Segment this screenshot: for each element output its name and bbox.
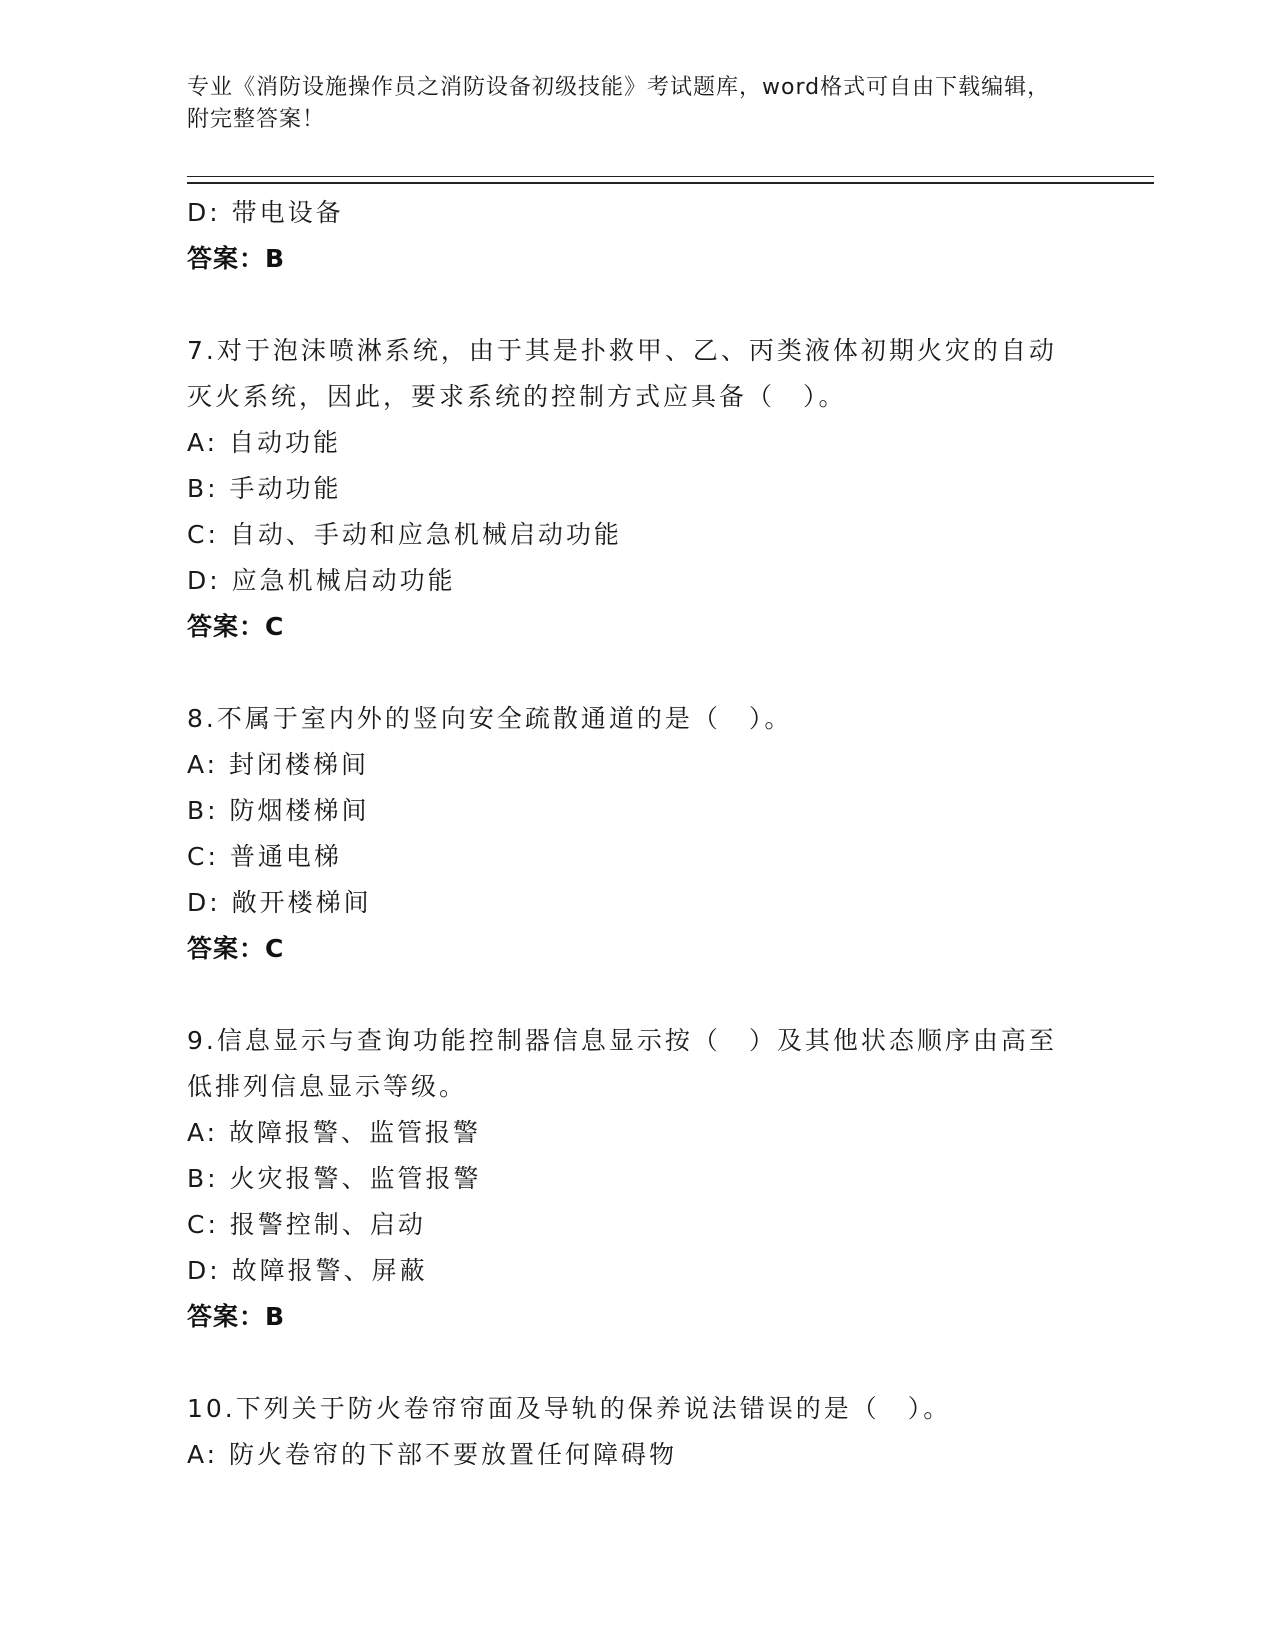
option-b: B: 手动功能 (187, 474, 342, 503)
answer: 答案：C (187, 612, 285, 641)
question-text: 10.下列关于防火卷帘帘面及导轨的保养说法错误的是（ ）。 (187, 1394, 952, 1423)
option-a: A: 封闭楼梯间 (187, 750, 370, 779)
question-text: 9.信息显示与查询功能控制器信息显示按（ ）及其他状态顺序由高至低排列信息显示等级。 (187, 1026, 1057, 1101)
answer: 答案：B (187, 244, 286, 273)
option-c: C: 自动、手动和应急机械启动功能 (187, 520, 622, 549)
answer: 答案：B (187, 1302, 286, 1331)
option-d: D: 故障报警、屏蔽 (187, 1256, 428, 1285)
question-9 (187, 1018, 1087, 1340)
question-7 (187, 328, 1087, 650)
question-fragment (187, 190, 1087, 282)
question-list (187, 190, 1087, 1478)
option-a: A: 自动功能 (187, 428, 342, 457)
option-b: B: 防烟楼梯间 (187, 796, 370, 825)
option-d: D: 应急机械启动功能 (187, 566, 456, 595)
question-text: 7.对于泡沫喷淋系统，由于其是扑救甲、乙、丙类液体初期火灾的自动灭火系统，因此，要求系统的控制方式应具备（ ）。 (187, 336, 1057, 411)
option-d: D: 敞开楼梯间 (187, 888, 372, 917)
option-c: C: 普通电梯 (187, 842, 342, 871)
option-a: A: 故障报警、监管报警 (187, 1118, 482, 1147)
question-8 (187, 696, 1087, 972)
answer: 答案：C (187, 934, 285, 963)
page-header: 专业《消防设施操作员之消防设备初级技能》考试题库，word格式可自由下载编辑，附完整答案！ (187, 75, 1051, 132)
option-b: B: 火灾报警、监管报警 (187, 1164, 482, 1193)
option-d: D: 带电设备 (187, 198, 344, 227)
question-text: 8.不属于室内外的竖向安全疏散通道的是（ ）。 (187, 704, 793, 733)
question-10 (187, 1386, 1087, 1478)
option-c: C: 报警控制、启动 (187, 1210, 426, 1239)
header-divider (187, 176, 1154, 184)
option-a: A: 防火卷帘的下部不要放置任何障碍物 (187, 1440, 678, 1469)
